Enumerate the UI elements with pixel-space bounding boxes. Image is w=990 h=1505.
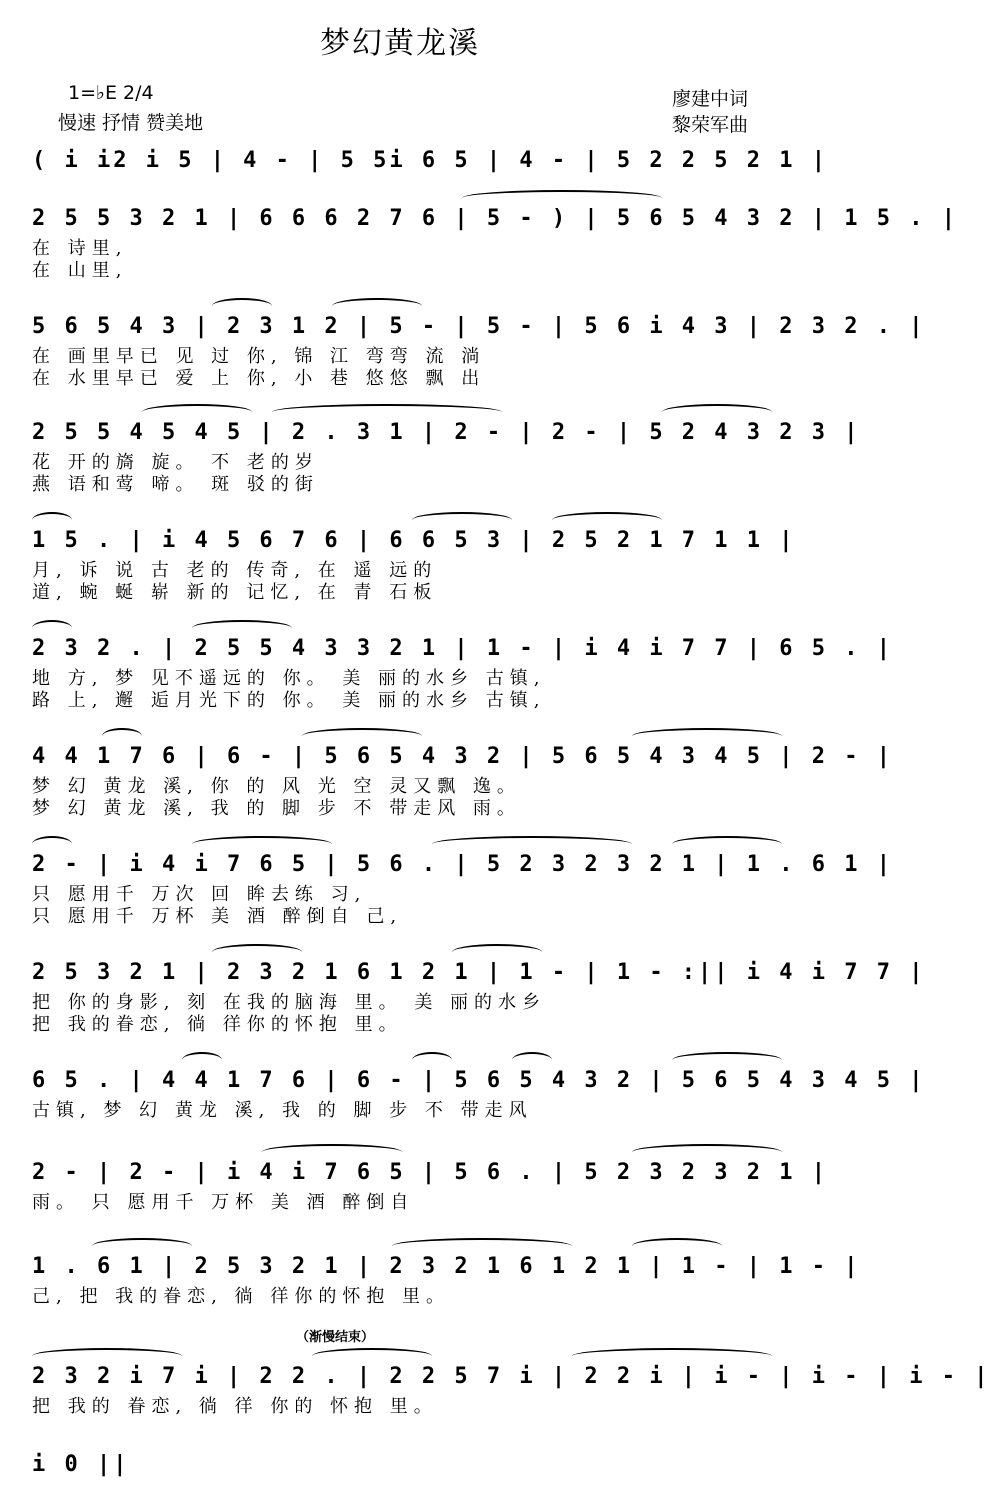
lyric-verse-2: 只 愿用千 万杯 美 酒 醉倒自 己, xyxy=(32,906,403,927)
notation-text: 5 6 5 4 3 | 2 3 1 2 | 5 - | 5 - | 5 6 i 4 3 | 2 3 2 . | xyxy=(32,314,926,339)
notation-text: 1 5 . | i 4 5 6 7 6 | 6 6 5 3 | 2 5 2 1 7 1 1 | xyxy=(32,528,796,553)
lyricist-credit: 廖建中词 xyxy=(672,88,749,110)
lyric-verse-2: 路 上, 邂 逅月光下的 你。 美 丽的水乡 古镇, xyxy=(32,690,546,711)
lyric-verse-2: 在 水里早已 爱 上 你, 小 巷 悠悠 飘 出 xyxy=(32,368,486,389)
composer-credit: 黎荣军曲 xyxy=(672,114,749,136)
lyric-verse-1: 古镇, 梦 幻 黄龙 溪, 我 的 脚 步 不 带走风 xyxy=(32,1100,533,1121)
notation-text: 2 5 3 2 1 | 2 3 2 1 6 1 2 1 | 1 - | 1 - :|| i 4 i 7 7 | xyxy=(32,960,926,985)
notation-text: i 0 || xyxy=(32,1452,130,1477)
lyric-verse-1: 雨。 只 愿用千 万杯 美 酒 醉倒自 xyxy=(32,1192,415,1213)
notation-text: 2 3 2 . | 2 5 5 4 3 3 2 1 | 1 - | i 4 i 7 7 | 6 5 . | xyxy=(32,636,893,661)
notation-text: 1 . 6 1 | 2 5 3 2 1 | 2 3 2 1 6 1 2 1 | 1 - | 1 - | xyxy=(32,1254,861,1279)
lyric-verse-1: 把 你的身影, 刻 在我的脑海 里。 美 丽的水乡 xyxy=(32,992,547,1013)
key-signature: 1=♭E 2/4 xyxy=(68,82,154,104)
lyric-verse-1: 地 方, 梦 见不遥远的 你。 美 丽的水乡 古镇, xyxy=(32,668,546,689)
lyric-verse-1: 在 画里早已 见 过 你, 锦 江 弯弯 流 淌 xyxy=(32,346,486,367)
lyric-verse-2: 梦 幻 黄龙 溪, 我 的 脚 步 不 带走风 雨。 xyxy=(32,798,521,819)
lyric-verse-1: 梦 幻 黄龙 溪, 你 的 风 光 空 灵又飘 逸。 xyxy=(32,776,521,797)
lyric-verse-2: 道, 蜿 蜒 崭 新的 记忆, 在 青 石板 xyxy=(32,582,438,603)
lyric-verse-2: 在 山里, xyxy=(32,260,128,281)
notation-text: 2 - | 2 - | i 4 i 7 6 5 | 5 6 . | 5 2 3 2 3 2 1 | xyxy=(32,1160,829,1185)
lyric-verse-1: 己, 把 我的眷恋, 徜 徉你的怀抱 里。 xyxy=(32,1286,451,1307)
song-title: 梦幻黄龙溪 xyxy=(320,26,480,61)
notation-text: 2 5 5 4 5 4 5 | 2 . 3 1 | 2 - | 2 - | 5 2 4 3 2 3 | xyxy=(32,420,861,445)
lyric-verse-1: 只 愿用千 万次 回 眸去练 习, xyxy=(32,884,367,905)
notation-text: 4 4 1 7 6 | 6 - | 5 6 5 4 3 2 | 5 6 5 4 3 4 5 | 2 - | xyxy=(32,744,893,769)
lyric-verse-1: 在 诗里, xyxy=(32,238,128,259)
lyric-verse-1: 把 我的 眷恋, 徜 徉 你的 怀抱 里。 xyxy=(32,1396,438,1417)
lyric-verse-1: 月, 诉 说 古 老的 传奇, 在 遥 远的 xyxy=(32,560,438,581)
notation-text: 2 5 5 3 2 1 | 6 6 6 2 7 6 | 5 - ) | 5 6 5 4 3 2 | 1 5 . | xyxy=(32,206,958,231)
notation-text: 6 5 . | 4 4 1 7 6 | 6 - | 5 6 5 4 3 2 | 5 6 5 4 3 4 5 | xyxy=(32,1068,926,1093)
lyric-verse-2: 燕 语和莺 啼。 斑 驳的街 xyxy=(32,474,319,495)
notation-text: 2 3 2 i 7 i | 2 2 . | 2 2 5 7 i | 2 2 i | i - | i - | i - | xyxy=(32,1364,990,1389)
notation-text: ( i i2 i 5 | 4 - | 5 5i 6 5 | 4 - | 5 2 2 5 2 1 | xyxy=(32,148,829,173)
lyric-verse-1: 花 开的旖 旋。 不 老的岁 xyxy=(32,452,319,473)
notation-text: 2 - | i 4 i 7 6 5 | 5 6 . | 5 2 3 2 3 2 1 | 1 . 6 1 | xyxy=(32,852,893,877)
tempo-marking: 慢速 抒情 赞美地 xyxy=(58,112,204,134)
tempo-annotation: （渐慢结束） xyxy=(296,1330,375,1345)
lyric-verse-2: 把 我的眷恋, 徜 徉你的怀抱 里。 xyxy=(32,1014,403,1035)
